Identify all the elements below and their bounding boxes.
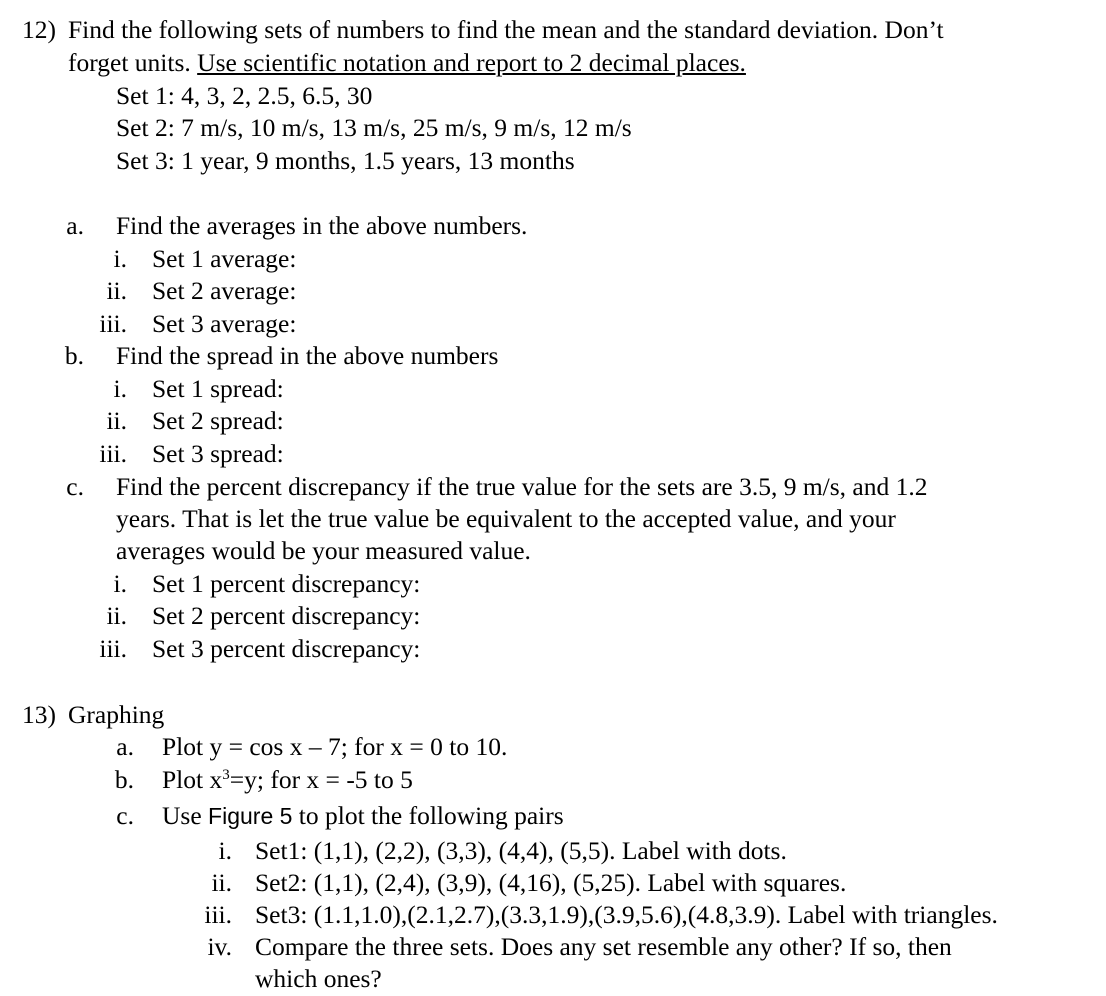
q12b-i-text: Set 1 spread: xyxy=(152,374,284,403)
set-3: Set 3: 1 year, 9 months, 1.5 years, 13 months xyxy=(116,146,575,175)
q12a-ii-marker: ii. xyxy=(106,276,127,305)
q12-intro-line-1: Find the following sets of numbers to find the mean and the standard deviation. Don’t xyxy=(68,15,944,44)
q13a-text: Plot y = cos x – 7; for x = 0 to 10. xyxy=(162,732,508,761)
q12c-marker: c. xyxy=(66,472,84,501)
q12c-line-3: averages would be your measured value. xyxy=(116,536,531,565)
q12c-line-1: Find the percent discrepancy if the true value for the sets are 3.5, 9 m/s, and 1.2 xyxy=(116,472,928,501)
q12a-iii-text: Set 3 average: xyxy=(152,309,297,338)
q13c-i-text: Set1: (1,1), (2,2), (3,3), (4,4), (5,5). Label with dots. xyxy=(255,836,787,865)
q13b-exponent: 3 xyxy=(222,767,230,783)
q13c-marker: c. xyxy=(116,801,134,830)
q12b-i-marker: i. xyxy=(113,374,127,403)
figure-5-reference: Figure 5 xyxy=(208,803,293,829)
q12c-iii-marker: iii. xyxy=(99,634,127,663)
q12-underlined-instruction: Use scientific notation and report to 2 decimal places. xyxy=(197,48,746,77)
q12b-iii-text: Set 3 spread: xyxy=(152,439,284,468)
q12a-i-text: Set 1 average: xyxy=(152,244,297,273)
q12c-i-marker: i. xyxy=(113,569,127,598)
q13b-suffix: =y; for x = -5 to 5 xyxy=(229,765,413,794)
q12b-iii-marker: iii. xyxy=(99,439,127,468)
q13-title: Graphing xyxy=(68,700,165,729)
q13b-prefix: Plot x xyxy=(162,765,223,794)
q13c-suffix: to plot the following pairs xyxy=(292,801,564,830)
q12-number: 12) xyxy=(22,15,56,44)
q12-intro-prefix: forget units. xyxy=(68,48,198,77)
q12-intro-line-2 xyxy=(68,48,746,78)
q12b-ii-text: Set 2 spread: xyxy=(152,406,284,435)
q12b-ii-marker: ii. xyxy=(106,406,127,435)
set-2: Set 2: 7 m/s, 10 m/s, 13 m/s, 25 m/s, 9 m/s, 12 m/s xyxy=(116,113,632,142)
q13a-marker: a. xyxy=(116,732,134,761)
q12a-i-marker: i. xyxy=(113,244,127,273)
q12a-iii-marker: iii. xyxy=(99,309,127,338)
q12c-ii-marker: ii. xyxy=(106,601,127,630)
q13c-ii-text: Set2: (1,1), (2,4), (3,9), (4,16), (5,25). Label with squares. xyxy=(255,868,847,897)
q13c-iv-marker: iv. xyxy=(207,932,232,961)
q13c-iv-line-1: Compare the three sets. Does any set resemble any other? If so, then xyxy=(255,932,952,961)
q12b-marker: b. xyxy=(64,341,84,370)
q13b-marker: b. xyxy=(114,765,134,794)
q13c-text xyxy=(162,801,564,831)
q12a-marker: a. xyxy=(66,211,84,240)
q13b-text xyxy=(162,765,413,795)
q12b-text: Find the spread in the above numbers xyxy=(116,341,499,370)
q13c-iv-line-2: which ones? xyxy=(255,964,382,993)
q13c-i-marker: i. xyxy=(218,836,232,865)
q13-number: 13) xyxy=(22,700,56,729)
q12c-line-2: years. That is let the true value be equivalent to the accepted value, and your xyxy=(116,504,896,533)
q12c-ii-text: Set 2 percent discrepancy: xyxy=(152,601,421,630)
q12c-iii-text: Set 3 percent discrepancy: xyxy=(152,634,421,663)
set-1: Set 1: 4, 3, 2, 2.5, 6.5, 30 xyxy=(116,81,373,110)
q13c-iii-marker: iii. xyxy=(204,900,232,929)
q13c-ii-marker: ii. xyxy=(211,868,232,897)
q12c-i-text: Set 1 percent discrepancy: xyxy=(152,569,421,598)
q13c-prefix: Use xyxy=(162,801,209,830)
q12a-text: Find the averages in the above numbers. xyxy=(116,211,528,240)
q12a-ii-text: Set 2 average: xyxy=(152,276,297,305)
q13c-iii-text: Set3: (1.1,1.0),(2.1,2.7),(3.3,1.9),(3.9,5.6),(4.8,3.9). Label with triangles. xyxy=(255,900,998,929)
